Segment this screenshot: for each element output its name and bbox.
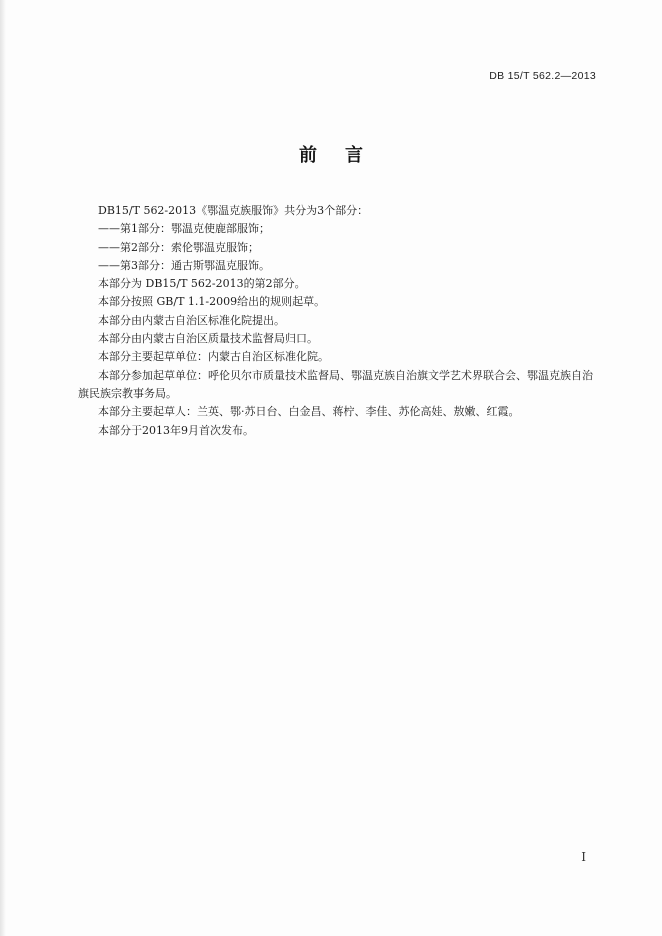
title-char-1: 前 bbox=[299, 145, 317, 166]
paragraph-parts-intro: DB15/T 562-2013《鄂温克族服饰》共分为3个部分： bbox=[98, 204, 369, 217]
paragraph-part-3: ——第3部分：通古斯鄂温克服饰。 bbox=[98, 258, 270, 272]
paragraph-centralized-by: 本部分由内蒙古自治区质量技术监督局归口。 bbox=[98, 332, 318, 346]
paragraph-main-drafting-unit: 本部分主要起草单位：内蒙古自治区标准化院。 bbox=[98, 350, 329, 364]
paragraph-proposed-by: 本部分由内蒙古自治区标准化院提出。 bbox=[98, 313, 285, 327]
paragraph-first-release: 本部分于2013年9月首次发布。 bbox=[98, 423, 254, 437]
paragraph-main-drafters: 本部分主要起草人：兰英、鄂·苏日台、白金昌、蒋柠、李佳、苏伦高娃、敖嫩、红霞。 bbox=[98, 405, 520, 419]
paragraph-this-part: 本部分为 DB15/T 562-2013的第2部分。 bbox=[98, 277, 306, 291]
page-number: I bbox=[581, 850, 586, 864]
title-char-2: 言 bbox=[345, 145, 363, 166]
foreword-body bbox=[78, 202, 598, 440]
document-code: DB 15/T 562.2—2013 bbox=[489, 70, 596, 82]
paragraph-participating-units: 本部分参加起草单位：呼伦贝尔市质量技术监督局、鄂温克族自治旗文学艺术界联合会、鄂温克族自治旗民族宗教事务局。 bbox=[78, 368, 593, 400]
paragraph-part-2: ——第2部分：索伦鄂温克服饰； bbox=[98, 240, 259, 254]
paragraph-drafting-rules: 本部分按照 GB/T 1.1-2009给出的规则起草。 bbox=[98, 295, 326, 309]
page-title bbox=[0, 141, 662, 167]
paragraph-part-1: ——第1部分：鄂温克使鹿部服饰； bbox=[98, 222, 270, 236]
